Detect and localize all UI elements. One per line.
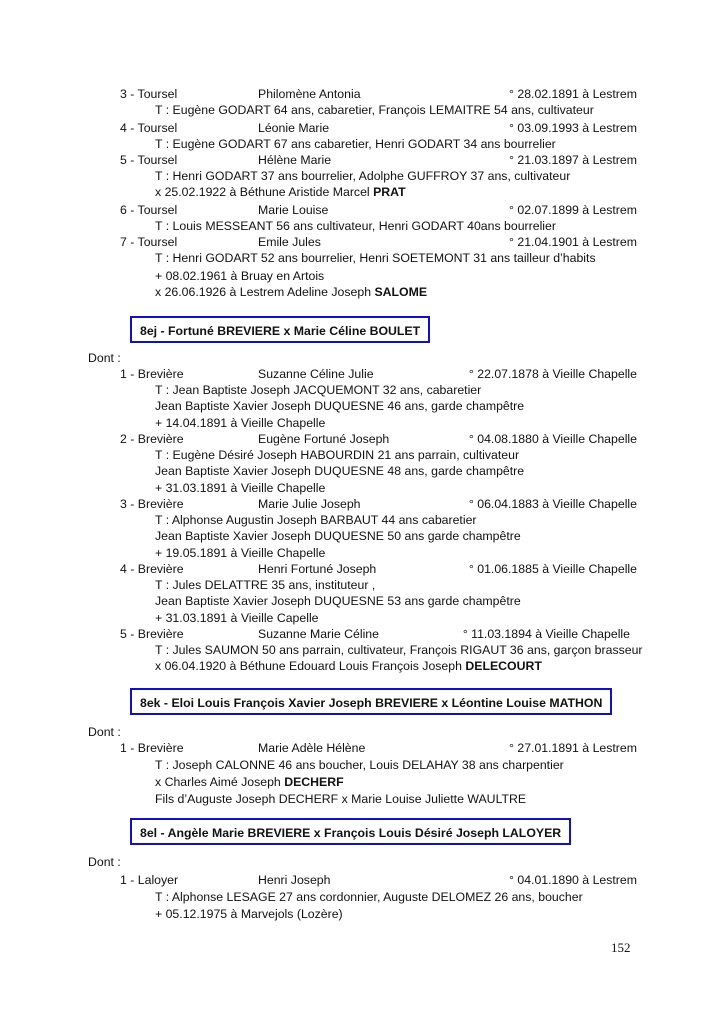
child-number: 5 - Toursel	[120, 153, 178, 167]
child-entry	[0, 740, 724, 756]
child-name: Hélène Marie	[258, 153, 332, 167]
family-header: 8ej - Fortuné BREVIERE x Marie Céline BOULET	[130, 316, 430, 343]
child-number: 7 - Toursel	[120, 235, 178, 249]
child-birth: ° 21.04.1901 à Lestrem	[509, 235, 637, 249]
child-entry	[0, 431, 724, 447]
child-entry	[0, 626, 724, 642]
child-entry	[0, 152, 724, 168]
child-number: 1 - Brevière	[120, 741, 184, 755]
death-line: + 14.04.1891 à Vieille Chapelle	[155, 416, 326, 430]
child-name: Léonie Marie	[258, 121, 330, 135]
marriage-text: x 26.06.1926 à Lestrem Adeline Joseph	[155, 285, 375, 299]
marriage-line	[155, 774, 344, 790]
child-entry	[0, 496, 724, 512]
child-birth: ° 27.01.1891 à Lestrem	[509, 741, 637, 755]
marriage-text: x Charles Aimé Joseph	[155, 775, 285, 789]
child-entry	[0, 120, 724, 136]
child-birth: ° 28.02.1891 à Lestrem	[509, 87, 637, 101]
child-number: 4 - Toursel	[120, 121, 178, 135]
dont-label: Dont :	[88, 351, 121, 365]
child-name: Marie Adèle Hélène	[258, 741, 366, 755]
family-header: 8ek - Eloi Louis François Xavier Joseph BREVIERE x Léontine Louise MATHON	[130, 688, 612, 715]
child-birth: ° 03.09.1993 à Lestrem	[509, 121, 637, 135]
detail-line: T : Alphonse LESAGE 27 ans cordonnier, Auguste DELOMEZ 26 ans, boucher	[155, 890, 583, 904]
spouse-surname: SALOME	[374, 285, 428, 299]
dont-label: Dont :	[88, 725, 121, 739]
child-birth: ° 11.03.1894 à Vieille Chapelle	[462, 627, 630, 641]
child-number: 3 - Toursel	[120, 87, 178, 101]
detail-line: T : Jules SAUMON 50 ans parrain, cultivateur, François RIGAUT 36 ans, garçon brasseur	[155, 643, 643, 657]
child-name: Emile Jules	[258, 235, 321, 249]
child-number: 6 - Toursel	[120, 203, 178, 217]
detail-line: Jean Baptiste Xavier Joseph DUQUESNE 53 ans garde champêtre	[155, 594, 521, 608]
child-birth: ° 21.03.1897 à Lestrem	[509, 153, 637, 167]
child-number: 2 - Brevière	[120, 432, 184, 446]
child-birth: ° 04.08.1880 à Vieille Chapelle	[468, 432, 637, 446]
child-entry	[0, 86, 724, 102]
death-line: + 05.12.1975 à Marvejols (Lozère)	[155, 907, 343, 921]
death-line: + 31.03.1891 à Vieille Chapelle	[155, 481, 326, 495]
child-entry	[0, 872, 724, 888]
detail-line: T : Henri GODART 37 ans bourrelier, Adolphe GUFFROY 37 ans, cultivateur	[155, 169, 571, 183]
page-number: 152	[611, 940, 631, 955]
detail-line: T : Eugène GODART 67 ans cabaretier, Henri GODART 34 ans bourrelier	[155, 137, 556, 151]
marriage-text: x 25.02.1922 à Béthune Aristide Marcel	[155, 185, 374, 199]
dont-label: Dont :	[88, 855, 121, 869]
child-birth: ° 04.01.1890 à Lestrem	[509, 873, 637, 887]
child-number: 4 - Brevière	[120, 562, 184, 576]
detail-line: T : Eugène Désiré Joseph HABOURDIN 21 ans parrain, cultivateur	[155, 448, 520, 462]
child-number: 1 - Brevière	[120, 367, 184, 381]
child-name: Marie Louise	[258, 203, 329, 217]
child-number: 5 - Brevière	[120, 627, 184, 641]
child-number: 1 - Laloyer	[120, 873, 179, 887]
child-birth: ° 02.07.1899 à Lestrem	[509, 203, 637, 217]
detail-line: T : Louis MESSEANT 56 ans cultivateur, Henri GODART 40ans bourrelier	[155, 219, 556, 233]
death-line: + 19.05.1891 à Vieille Chapelle	[155, 546, 326, 560]
child-number: 3 - Brevière	[120, 497, 184, 511]
parents-line: Fils d’Auguste Joseph DECHERF x Marie Louise Juliette WAULTRE	[155, 792, 527, 806]
spouse-surname: DELECOURT	[465, 659, 542, 673]
detail-line: T : Jean Baptiste Joseph JACQUEMONT 32 ans, cabaretier	[155, 383, 482, 397]
child-entry	[0, 561, 724, 577]
death-line: + 08.02.1961 à Bruay en Artois	[155, 269, 325, 283]
detail-line: T : Henri GODART 52 ans bourrelier, Henri SOETEMONT 31 ans tailleur d’habits	[155, 251, 596, 265]
child-name: Philomène Antonia	[258, 87, 361, 101]
child-name: Eugène Fortuné Joseph	[258, 432, 390, 446]
detail-line: Jean Baptiste Xavier Joseph DUQUESNE 48 ans, garde champêtre	[155, 464, 525, 478]
detail-line: T : Joseph CALONNE 46 ans boucher, Louis DELAHAY 38 ans charpentier	[155, 758, 564, 772]
marriage-line	[155, 184, 406, 200]
child-birth: ° 06.04.1883 à Vieille Chapelle	[468, 497, 637, 511]
child-entry	[0, 366, 724, 382]
child-name: Henri Joseph	[258, 873, 331, 887]
child-name: Suzanne Céline Julie	[258, 367, 374, 381]
spouse-surname: PRAT	[373, 185, 406, 199]
marriage-text: x 06.04.1920 à Béthune Edouard Louis François Joseph	[155, 659, 466, 673]
detail-line: Jean Baptiste Xavier Joseph DUQUESNE 50 ans garde champêtre	[155, 529, 521, 543]
child-birth: ° 22.07.1878 à Vieille Chapelle	[468, 367, 637, 381]
marriage-line	[155, 658, 542, 674]
child-birth: ° 01.06.1885 à Vieille Chapelle	[468, 562, 637, 576]
child-name: Henri Fortuné Joseph	[258, 562, 377, 576]
detail-line: T : Eugène GODART 64 ans, cabaretier, François LEMAITRE 54 ans, cultivateur	[155, 103, 594, 117]
detail-line: Jean Baptiste Xavier Joseph DUQUESNE 46 ans, garde champêtre	[155, 399, 525, 413]
death-line: + 31.03.1891 à Vieille Capelle	[155, 611, 319, 625]
detail-line: T : Alphonse Augustin Joseph BARBAUT 44 ans cabaretier	[155, 513, 477, 527]
child-name: Suzanne Marie Céline	[258, 627, 379, 641]
family-header: 8el - Angèle Marie BREVIERE x François Louis Désiré Joseph LALOYER	[130, 818, 571, 845]
child-name: Marie Julie Joseph	[258, 497, 361, 511]
spouse-surname: DECHERF	[284, 775, 344, 789]
child-entry	[0, 234, 724, 250]
child-entry	[0, 202, 724, 218]
detail-line: T : Jules DELATTRE 35 ans, instituteur ,	[155, 578, 376, 592]
marriage-line	[155, 284, 427, 300]
